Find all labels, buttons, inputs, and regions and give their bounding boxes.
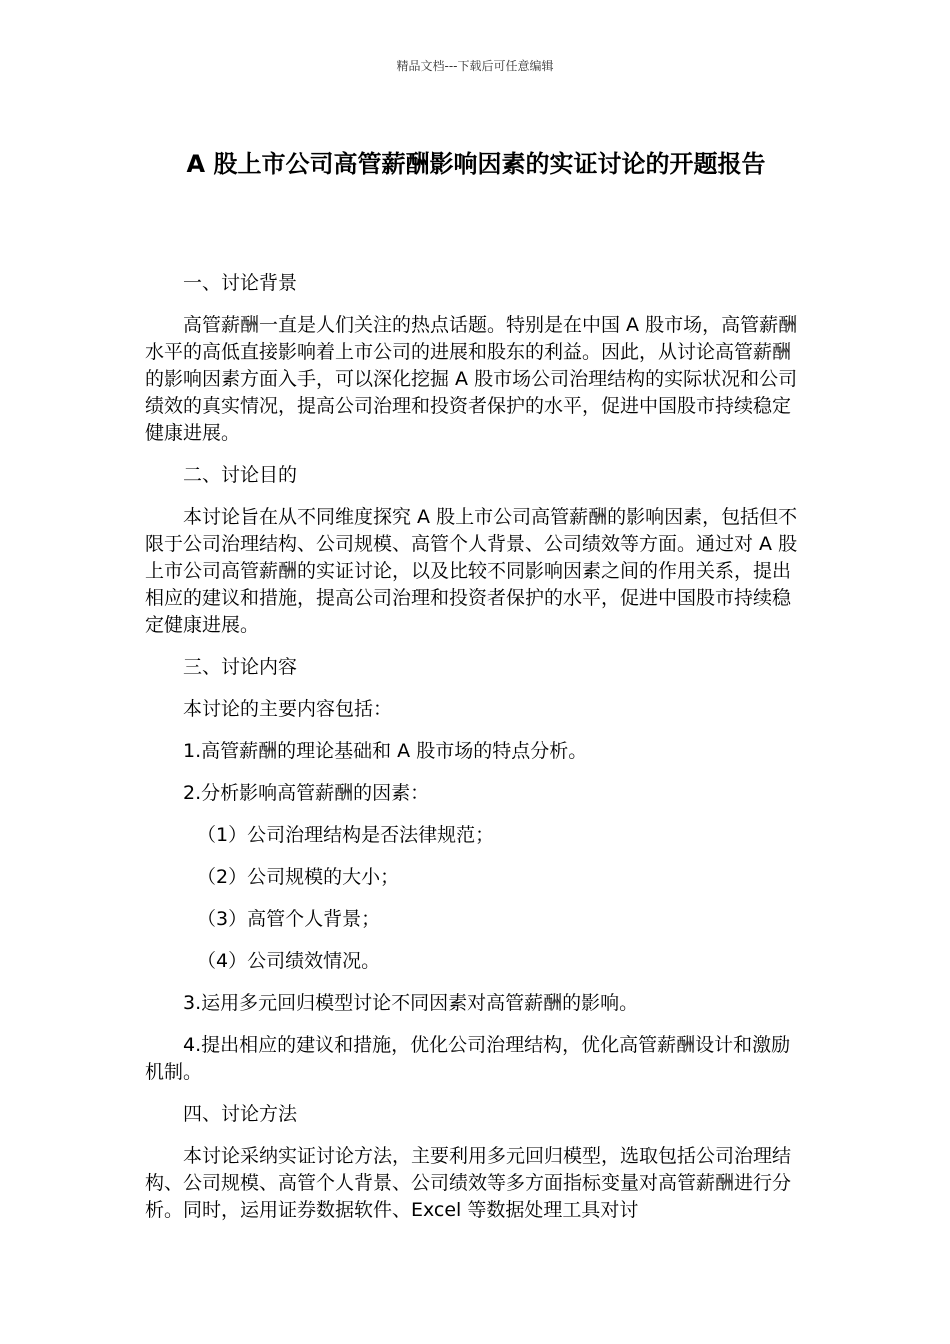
sub-item-3: （3）高管个人背景；	[197, 908, 381, 930]
section-heading-method: 四、讨论方法	[183, 1103, 298, 1125]
list-item-1: 1.高管薪酬的理论基础和 A 股市场的特点分析。	[183, 740, 588, 762]
list-item-4: 4.提出相应的建议和措施，优化公司治理结构，优化高管薪酬设计和激励机制。	[145, 1034, 791, 1083]
sub-item-4: （4）公司绩效情况。	[197, 950, 381, 972]
paragraph-purpose: 本讨论旨在从不同维度探究 A 股上市公司高管薪酬的影响因素，包括但不限于公司治理结构、公司规模、高管个人背景、公司绩效等方面。通过对 A 股上市公司高管薪酬的实证讨论，以及比较不同影响因素之间的作用关系，提出相应的建议和措施，提高公司治理和投资者保护的水平，促进中国股市持续稳定健康进展。	[145, 506, 798, 636]
sub-item-2: （2）公司规模的大小；	[197, 866, 400, 888]
list-item-3: 3.运用多元回归模型讨论不同因素对高管薪酬的影响。	[183, 992, 639, 1014]
section-heading-content: 三、讨论内容	[183, 656, 298, 678]
section-heading-background: 一、讨论背景	[183, 272, 298, 294]
list-item-2: 2.分析影响高管薪酬的因素：	[183, 782, 430, 804]
paragraph-background: 高管薪酬一直是人们关注的热点话题。特别是在中国 A 股市场，高管薪酬水平的高低直接影响着上市公司的进展和股东的利益。因此，从讨论高管薪酬的影响因素方面入手，可以深化挖掘 A 股市场公司治理结构的实际状况和公司绩效的真实情况，提高公司治理和投资者保护的水平，促进中国股市持续稳定健康进展。	[145, 314, 798, 444]
sub-item-1: （1）公司治理结构是否法律规范；	[197, 824, 495, 846]
paragraph-content-intro: 本讨论的主要内容包括：	[183, 698, 393, 720]
section-heading-purpose: 二、讨论目的	[183, 464, 298, 486]
page-header: 精品文档---下载后可任意编辑	[396, 59, 554, 73]
document-body	[145, 270, 807, 1239]
paragraph-method: 本讨论采纳实证讨论方法，主要利用多元回归模型，选取包括公司治理结构、公司规模、高管个人背景、公司绩效等多方面指标变量对高管薪酬进行分析。同时，运用证券数据软件、Excel 等数据处理工具对讨	[145, 1145, 792, 1221]
document-title: A 股上市公司高管薪酬影响因素的实证讨论的开题报告	[186, 150, 766, 178]
